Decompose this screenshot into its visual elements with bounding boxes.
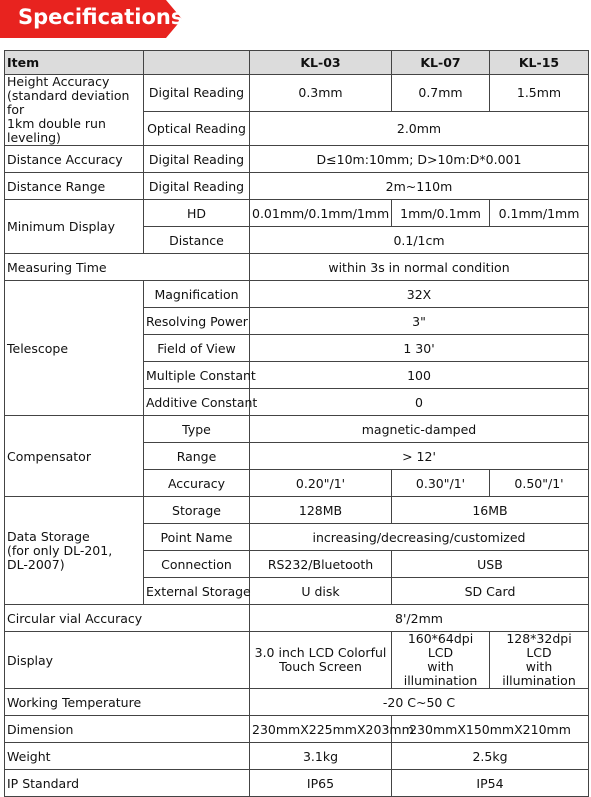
data-storage-connection-label: Connection [144,551,250,578]
circular-vial-row [5,605,589,632]
ip-standard-others: IP54 [392,770,589,797]
compensator-type-row [5,416,589,443]
telescope-sub-magnification: Magnification [144,281,250,308]
distance-accuracy-row [5,146,589,173]
weight-label: Weight [5,743,250,770]
working-temperature-row [5,689,589,716]
compensator-label: Compensator [5,416,144,497]
compensator-range-label: Range [144,443,250,470]
minimum-display-hd-kl15: 0.1mm/1mm [490,200,589,227]
distance-accuracy-label: Distance Accuracy [5,146,144,173]
height-digital-kl03: 0.3mm [250,75,392,112]
display-kl07-line-1: 160*64dpi LCD [407,631,474,660]
height-accuracy-digital-row [5,75,589,112]
circular-vial-label: Circular vial Accuracy [5,605,250,632]
compensator-range-value: > 12' [250,443,589,470]
header-row [5,51,589,75]
minimum-display-distance-value: 0.1/1cm [250,227,589,254]
distance-range-value: 2m~110m [250,173,589,200]
banner-title: Specifications [18,5,184,29]
data-storage-external-label: External Storage [144,578,250,605]
height-digital-kl07: 0.7mm [392,75,490,112]
dimension-kl03: 230mmX225mmX203mm [250,716,392,743]
telescope-value-additive: 0 [250,389,589,416]
display-kl03 [250,632,392,689]
telescope-sub-additive: Additive Constant [144,389,250,416]
header-model-kl07: KL-07 [392,51,490,75]
display-kl15-line-1: 128*32dpi LCD [506,631,572,660]
telescope-value-fov: 1 30' [250,335,589,362]
height-digital-kl15: 1.5mm [490,75,589,112]
distance-range-sub: Digital Reading [144,173,250,200]
height-accuracy-line-2: (standard deviation for [7,88,130,117]
display-label: Display [5,632,250,689]
distance-accuracy-value: D≤10m:10mm; D>10m:D*0.001 [250,146,589,173]
data-storage-external-others: SD Card [392,578,589,605]
dimension-others: 230mmX150mmX210mm [392,716,589,743]
display-kl07 [392,632,490,689]
minimum-display-distance-label: Distance [144,227,250,254]
data-storage-line-2: (for only DL-201, [7,542,113,558]
minimum-display-hd-label: HD [144,200,250,227]
specifications-banner [0,0,182,38]
height-accuracy-label [5,75,144,146]
compensator-accuracy-kl07: 0.30"/1' [392,470,490,497]
display-row [5,632,589,689]
compensator-type-label: Type [144,416,250,443]
data-storage-connection-kl03: RS232/Bluetooth [250,551,392,578]
measuring-time-label: Measuring Time [5,254,250,281]
header-item: Item [5,51,144,75]
data-storage-line-3: DL-2007) [7,556,65,572]
header-model-kl15: KL-15 [490,51,589,75]
display-kl03-line-1: 3.0 inch LCD Colorful [254,645,387,660]
weight-row [5,743,589,770]
height-accuracy-line-1: Height Accuracy [7,74,110,89]
display-kl03-line-2: Touch Screen [279,659,362,674]
dimension-row [5,716,589,743]
weight-others: 2.5kg [392,743,589,770]
header-model-kl03: KL-03 [250,51,392,75]
height-accuracy-line-3: 1km double run leveling) [7,116,106,145]
display-kl15-line-2: with illumination [502,659,576,688]
height-digital-label: Digital Reading [144,75,250,112]
minimum-display-hd-row [5,200,589,227]
data-storage-point-value: increasing/decreasing/customized [250,524,589,551]
telescope-sub-resolving: Resolving Power [144,308,250,335]
header-blank [144,51,250,75]
telescope-magnification-row [5,281,589,308]
data-storage-point-label: Point Name [144,524,250,551]
specifications-table [4,50,589,797]
minimum-display-label: Minimum Display [5,200,144,254]
distance-range-row [5,173,589,200]
compensator-accuracy-kl15: 0.50"/1' [490,470,589,497]
telescope-sub-fov: Field of View [144,335,250,362]
data-storage-external-kl03: U disk [250,578,392,605]
data-storage-label [5,497,144,605]
compensator-type-value: magnetic-damped [250,416,589,443]
telescope-sub-multiple: Multiple Constant [144,362,250,389]
weight-kl03: 3.1kg [250,743,392,770]
dimension-label: Dimension [5,716,250,743]
minimum-display-hd-kl07: 1mm/0.1mm [392,200,490,227]
display-kl15 [490,632,589,689]
height-optical-value: 2.0mm [250,111,589,145]
ip-standard-kl03: IP65 [250,770,392,797]
measuring-time-row [5,254,589,281]
compensator-accuracy-label: Accuracy [144,470,250,497]
telescope-value-magnification: 32X [250,281,589,308]
ip-standard-label: IP Standard [5,770,250,797]
measuring-time-value: within 3s in normal condition [250,254,589,281]
working-temperature-value: -20 C~50 C [250,689,589,716]
data-storage-storage-kl03: 128MB [250,497,392,524]
minimum-display-hd-kl03: 0.01mm/0.1mm/1mm [250,200,392,227]
height-optical-label: Optical Reading [144,111,250,145]
telescope-value-resolving: 3" [250,308,589,335]
compensator-accuracy-kl03: 0.20"/1' [250,470,392,497]
circular-vial-value: 8'/2mm [250,605,589,632]
display-kl07-line-2: with illumination [403,659,478,688]
data-storage-storage-row [5,497,589,524]
telescope-label: Telescope [5,281,144,416]
data-storage-line-1: Data Storage [7,528,90,544]
data-storage-storage-others: 16MB [392,497,589,524]
data-storage-storage-label: Storage [144,497,250,524]
ip-standard-row [5,770,589,797]
data-storage-connection-others: USB [392,551,589,578]
distance-range-label: Distance Range [5,173,144,200]
distance-accuracy-sub: Digital Reading [144,146,250,173]
working-temperature-label: Working Temperature [5,689,250,716]
telescope-value-multiple: 100 [250,362,589,389]
